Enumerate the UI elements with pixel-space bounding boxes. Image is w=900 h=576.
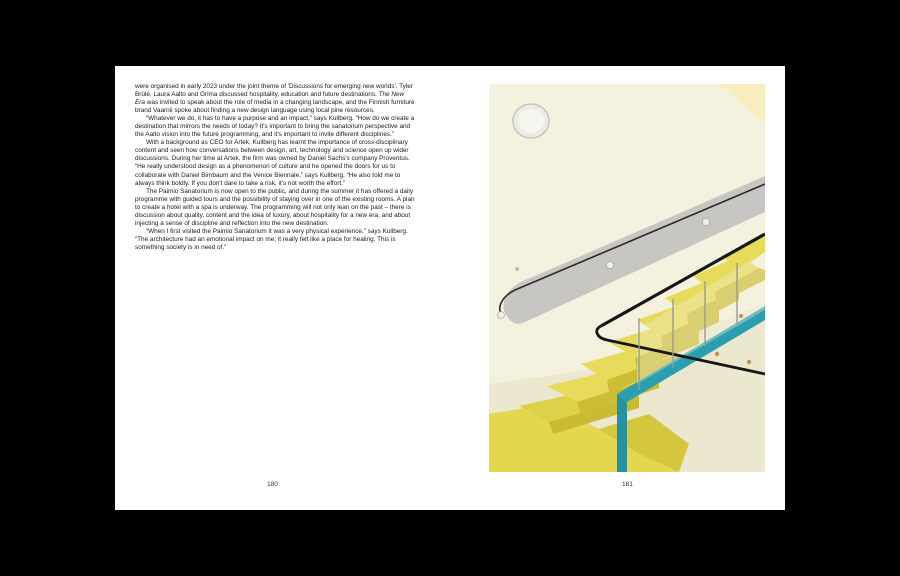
page-number-left: 180	[267, 481, 278, 488]
article-text	[135, 83, 415, 252]
paragraph: The Paimio Sanatorium is now open to the public, and during the summer it has offered a daily programme with guided tours and the possibility of staying over in one of the existing rooms. A plan to create a hotel with a spa is underway. The programming will not only lean on the past – there is discussion about quality, content and the idea of luxury, about hospitality for a new era, and about injecting a sense of discipline and reflection into the new destination.	[135, 187, 415, 227]
paragraph: were organised in early 2023 under the joint theme of 'Discussions for emerging new worlds'. Tyler Brûlé, Laura Aalto and Grima discussed hospitality, education and future destinations. The New Era was invited to speak about the role of media in a changing landscape, and the Finnish furniture brand Vaarnii spoke about finding a new design language using local pine resources.	[135, 83, 415, 115]
yellow-staircase-photo	[489, 84, 765, 472]
magazine-spread	[115, 66, 785, 510]
publication-title: The New Era	[135, 91, 405, 107]
page-number-right: 181	[622, 481, 633, 488]
paragraph: With a background as CEO for Artek, Kullberg has learnt the importance of cross-disciplinary content and seen how conversations between design, art, technology and science open up wider discussions. During her time at Artek, the firm was owned by Daniel Sachs's company Proventus. “He really understood design as a phenomenon of culture and he opened the doors for us to collaborate with Daniel Birnbaum and the Venice Biennale,” says Kullberg. “He also told me to always think boldly. If you don't dare to take a risk, it's not worth the effort.”	[135, 139, 410, 187]
paragraph: “Whatever we do, it has to have a purpose and an impact,” says Kullberg. “How do we create a destination that mirrors the needs of today? It's important to bring the sanatorium perspective and the Aalto vision into the future programming, and it's important to invite different disciplines.”	[135, 115, 415, 139]
paragraph: “When I first visited the Paimio Sanatorium it was a very physical experience,” says Kullberg. “The architecture had an emotional impact on me; it really felt like a place for healing. This is something society is in need of.”	[135, 227, 408, 251]
right-page	[450, 66, 785, 510]
left-page	[115, 66, 450, 510]
